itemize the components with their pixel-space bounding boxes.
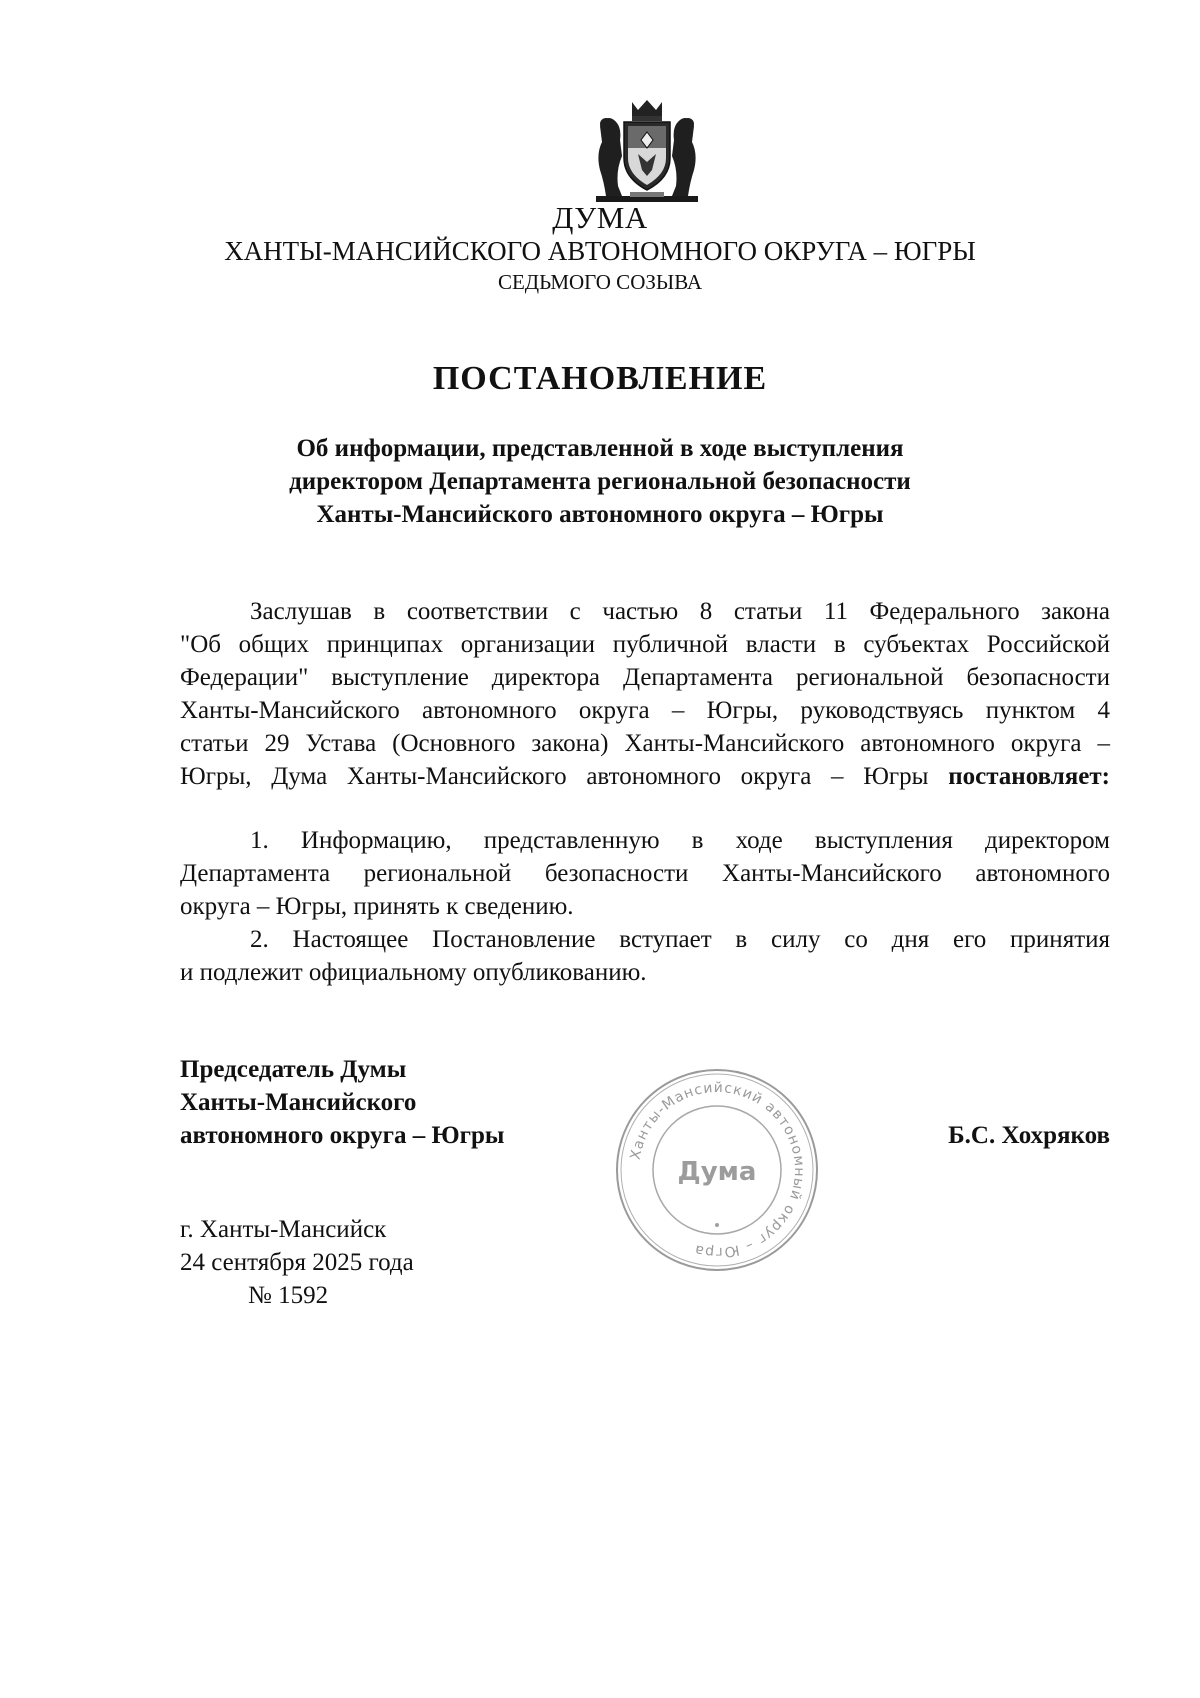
place-and-date [180,1213,414,1312]
signatory-name: Б.С. Хохряков [948,1122,1110,1149]
document-subject [0,432,1200,531]
signatory-title [180,1053,504,1152]
date: 24 сентября 2025 года [180,1249,414,1276]
resolution-items [180,824,1110,989]
document-number: № 1592 [248,1282,329,1309]
preamble-line: Ханты-Мансийского автономного округа – Югры, руководствуясь пунктом 4 [180,697,1110,724]
preamble-paragraph [180,595,1110,793]
preamble-last-line [180,760,1110,793]
preamble-line: статьи 29 Устава (Основного закона) Ханты-Мансийского автономного округа – [180,730,1110,757]
official-seal [612,1065,822,1275]
preamble-line: Заслушав в соответствии с частью 8 статьи 11 Федерального закона [250,598,1110,625]
item-1-line: Департамента региональной безопасности Ханты-Мансийского автономного [180,860,1110,887]
resolves-word: постановляет: [948,763,1110,790]
document-type: ПОСТАНОВЛЕНИЕ [432,360,768,397]
item-1-line: 1. Информацию, представленную в ходе выступления директором [250,827,1110,854]
item-1-line: округа – Югры, принять к сведению. [180,893,574,920]
item-2-line: 2. Настоящее Постановление вступает в силу со дня его принятия [250,926,1110,953]
signatory-title-line: Ханты-Мансийского [180,1089,417,1116]
organization-name: ДУМА [552,200,648,235]
organization-convocation: СЕДЬМОГО СОЗЫВА [497,270,703,294]
organization-region: ХАНТЫ-МАНСИЙСКОГО АВТОНОМНОГО ОКРУГА – ЮГРЫ [224,236,976,266]
preamble-line: "Об общих принципах организации публичной власти в субъектах Российской [180,631,1110,658]
seal-ring-text: Ханты-Мансийский автономный округ – Югра [627,1079,808,1261]
subject-line: директором Департамента региональной безопасности [289,468,911,495]
subject-line: Ханты-Мансийского автономного округа – Югры [316,501,884,528]
seal-center-text: Дума [677,1157,757,1187]
preamble-line: Федерации" выступление директора Департамента региональной безопасности [180,664,1110,691]
item-2-line: и подлежит официальному опубликованию. [180,959,647,986]
signatory-title-line: Председатель Думы [180,1056,407,1083]
city: г. Ханты-Мансийск [180,1216,387,1243]
signatory-title-line: автономного округа – Югры [180,1122,505,1149]
preamble-line: Югры, Дума Ханты-Мансийского автономного округа – Югры [180,763,949,790]
subject-line: Об информации, представленной в ходе выступления [296,435,904,462]
coat-of-arms-icon [592,96,702,206]
